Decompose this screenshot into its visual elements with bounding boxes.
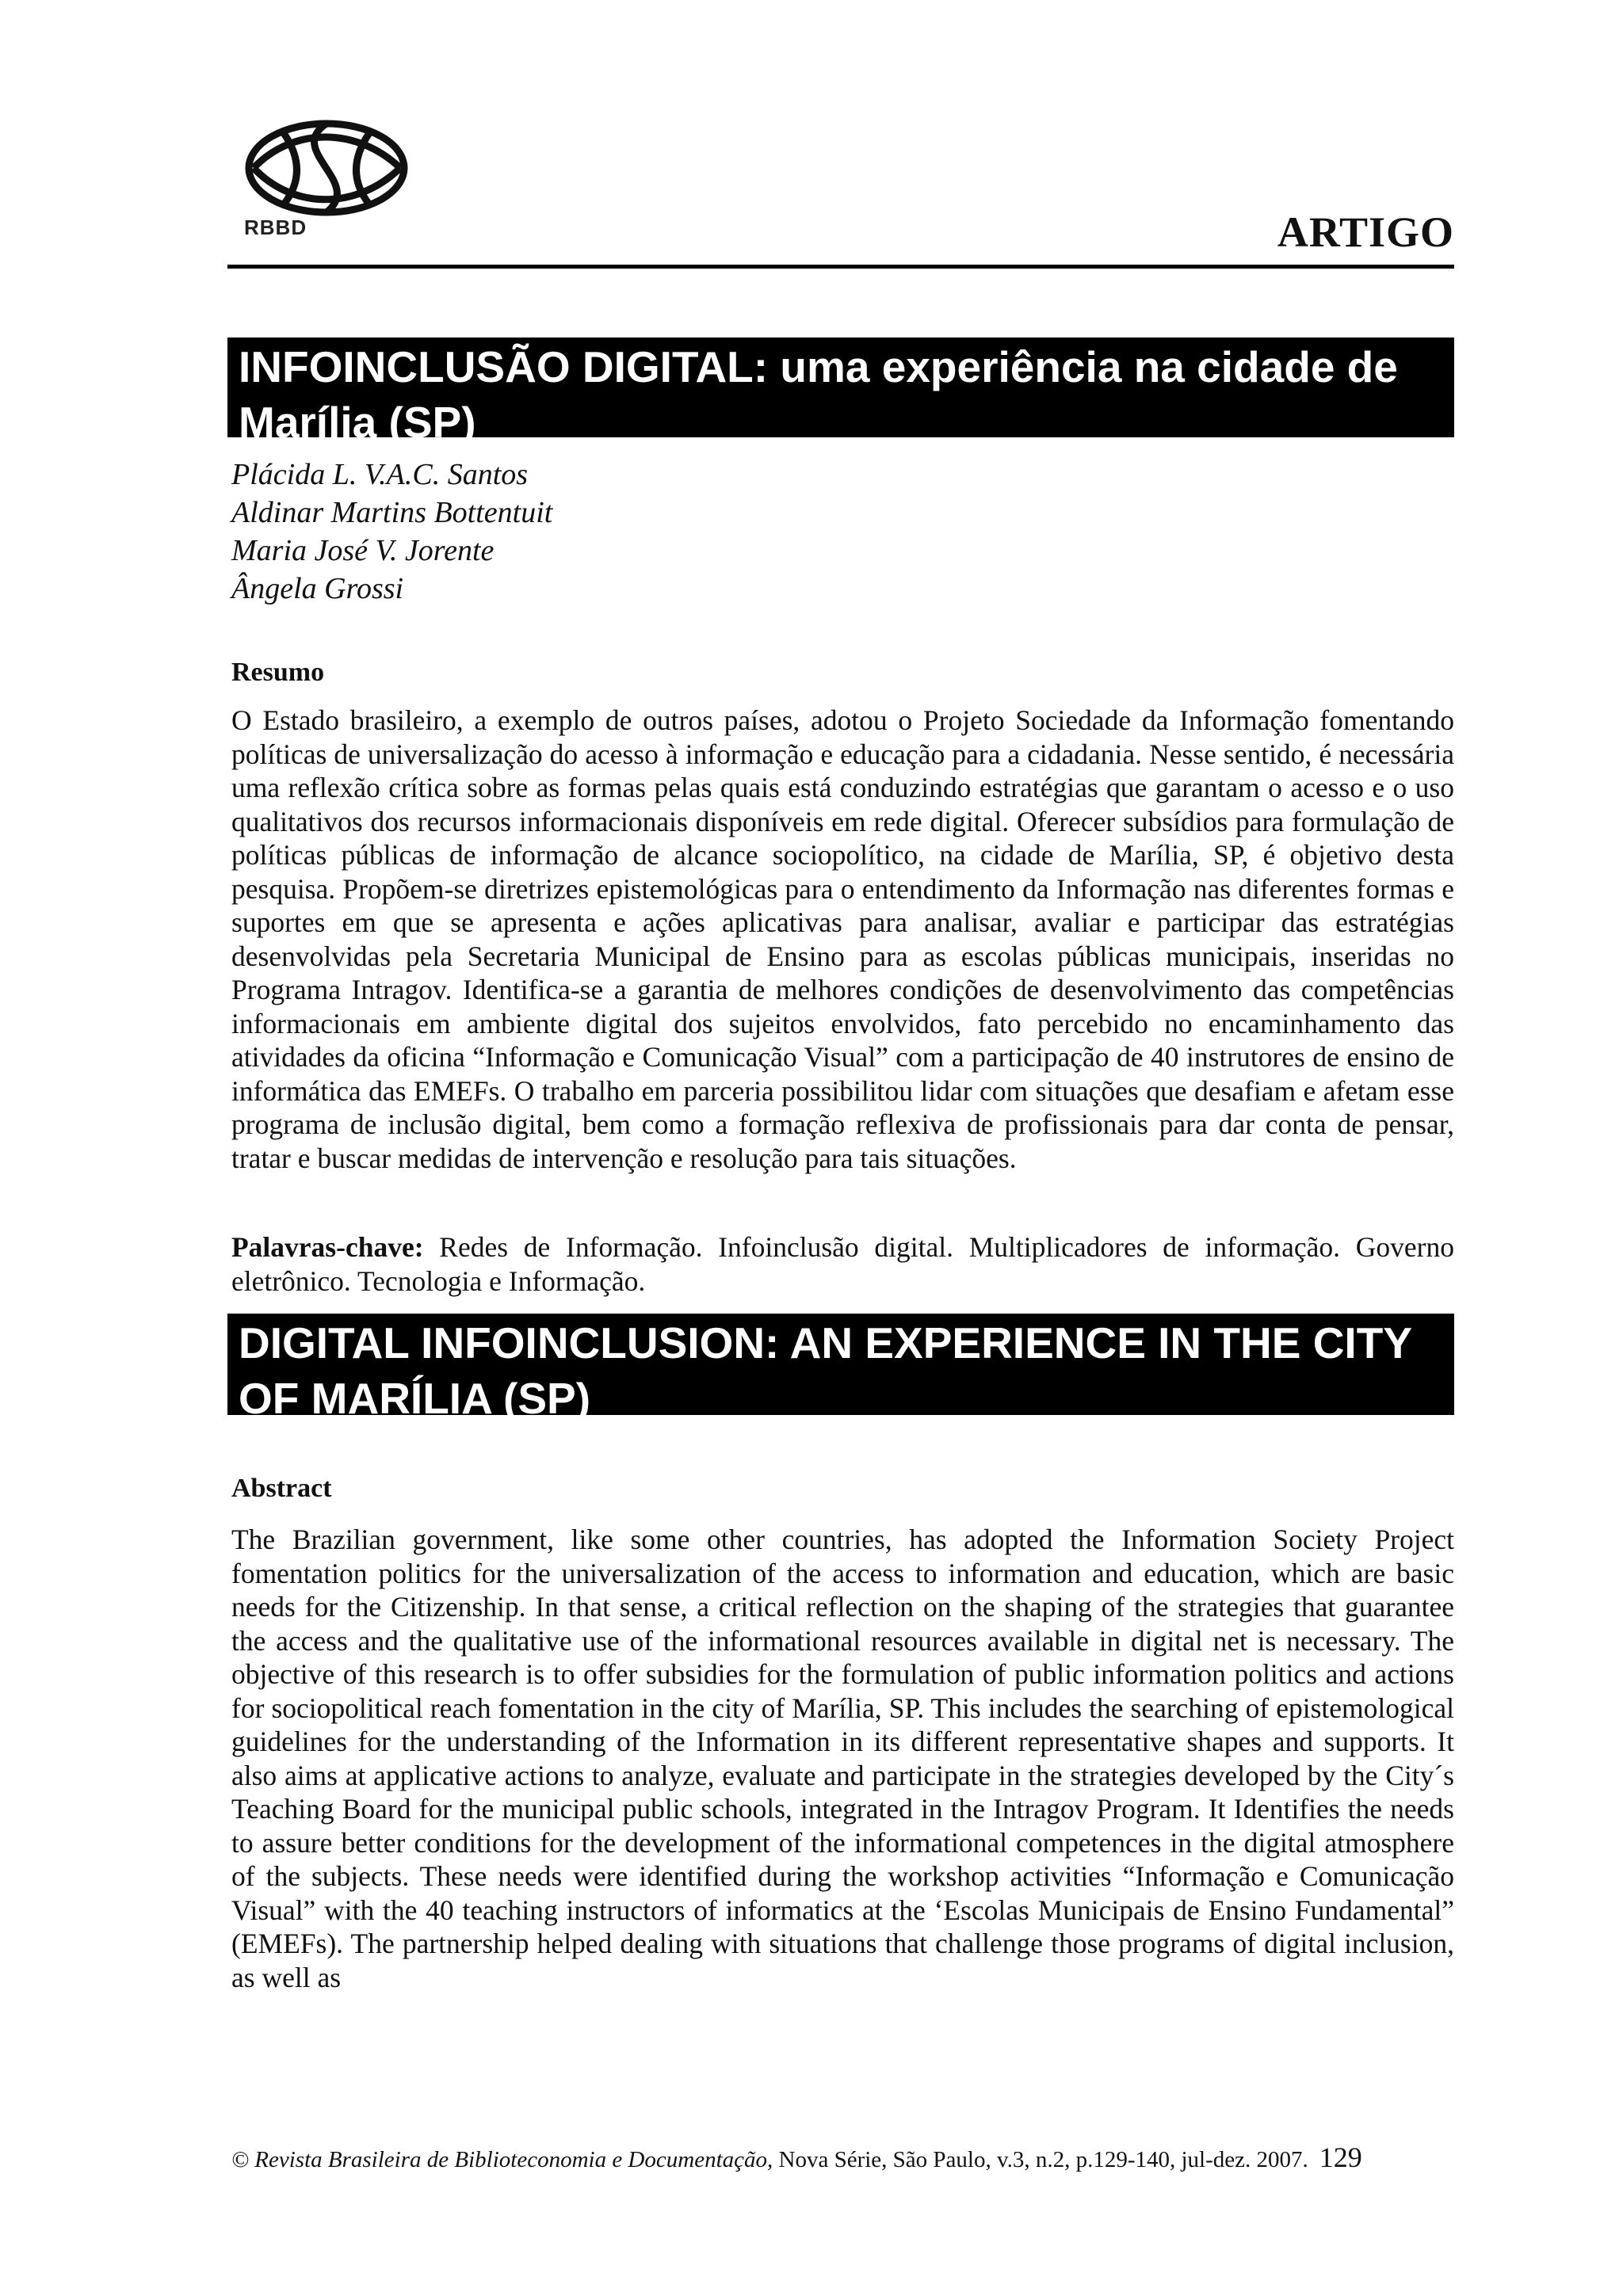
- author: Ângela Grossi: [231, 572, 404, 605]
- logo-text: RBBD: [244, 215, 307, 239]
- author: Aldinar Martins Bottentuit: [231, 496, 553, 529]
- article-title-pt: [227, 338, 1454, 447]
- author-list: [231, 456, 552, 608]
- keywords-text: Redes de Informação. Infoinclusão digital. Multiplicadores de informação. Governo eletrônico. Tecnologia e Informação.: [231, 1231, 1454, 1297]
- resumo-heading: Resumo: [231, 658, 325, 687]
- author: Plácida L. V.A.C. Santos: [231, 458, 529, 491]
- abstract-paragraph: The Brazilian government, like some other countries, has adopted the Information Society Project fomentation politics for the universalization of the access to information and education, which are basic needs for the Citizenship. In that sense, a critical reflection on the shaping of the strategies that guarantee the access and the qualitative use of the informational resources available in digital net is necessary. The objective of this research is to offer subsidies for the formulation of public information politics and actions for sociopolitical reach fomentation in the city of Marília, SP. This includes the searching of epistemological guidelines for the understanding of the Information in its different representative shapes and supports. It also aims at applicative actions to analyze, evaluate and participate in the strategies developed by the City´s Teaching Board for the municipal public schools, integrated in the Intragov Program. It Identifies the needs to assure better conditions for the development of the informational competences in the digital atmosphere of the subjects. These needs were identified during the workshop activities “Informação e Comunicação Visual” with the 40 teaching instructors of informatics at the ‘Escolas Municipais de Ensino Fundamental” (EMEFs). The partnership helped dealing with situations that challenge those programs of digital inclusion, as well as: [231, 1524, 1454, 1993]
- header-rule: [227, 265, 1454, 269]
- section-label: ARTIGO: [1277, 208, 1454, 256]
- journal-name: © Revista Brasileira de Biblioteconomia e Documentação,: [231, 2147, 773, 2172]
- title-pt-line-1: INFOINCLUSÃO DIGITAL: uma experiência na cidade de: [239, 342, 1398, 391]
- resumo-paragraph: O Estado brasileiro, a exemplo de outros países, adotou o Projeto Sociedade da Informação fomentando políticas de universalização do acesso à informação e educação para a cidadania. Nesse sentido, é necessária uma reflexão crítica sobre as formas pelas quais está conduzindo estratégias que garantam o acesso e o uso qualitativos dos recursos informacionais disponíveis em rede digital. Oferecer subsídios para formulação de políticas públicas de informação de alcance sociopolítico, na cidade de Marília, SP, é objetivo desta pesquisa. Propõem-se diretrizes epistemológicas para o entendimento da Informação nas diferentes formas e suportes em que se apresenta e ações aplicativas para analisar, avaliar e participar das estratégias desenvolvidas pela Secretaria Municipal de Ensino para as escolas públicas municipais, inseridas no Programa Intragov. Identifica-se a garantia de melhores condições de desenvolvimento das competências informacionais em ambiente digital dos sujeitos envolvidos, fato percebido no encaminhamento das atividades da oficina “Informação e Comunicação Visual” com a participação de 40 instrutores de ensino de informática das EMEFs. O trabalho em parceria possibilitou lidar com situações que desafiam e afetam esse programa de inclusão digital, bem como a formação reflexiva de profissionais para dar conta de pensar, tratar e buscar medidas de intervenção e resolução para tais situações.: [231, 704, 1454, 1174]
- journal-logo: [238, 119, 444, 254]
- keywords-label: Palavras-chave:: [231, 1231, 424, 1263]
- title-en-line-1: DIGITAL INFOINCLUSION: AN EXPERIENCE IN THE CITY: [239, 1318, 1412, 1367]
- keywords: [231, 1230, 1454, 1298]
- abstract-heading: Abstract: [231, 1474, 332, 1503]
- page-number: 129: [1319, 2142, 1362, 2173]
- article-title-en: [227, 1314, 1454, 1423]
- title-pt-line-2: Marília (SP): [239, 398, 476, 447]
- author: Maria José V. Jorente: [231, 534, 495, 567]
- title-en-line-2: OF MARÍLIA (SP): [239, 1374, 591, 1423]
- page-footer: [231, 2141, 1454, 2174]
- citation: Nova Série, São Paulo, v.3, n.2, p.129-140, jul-dez. 2007.: [773, 2147, 1308, 2172]
